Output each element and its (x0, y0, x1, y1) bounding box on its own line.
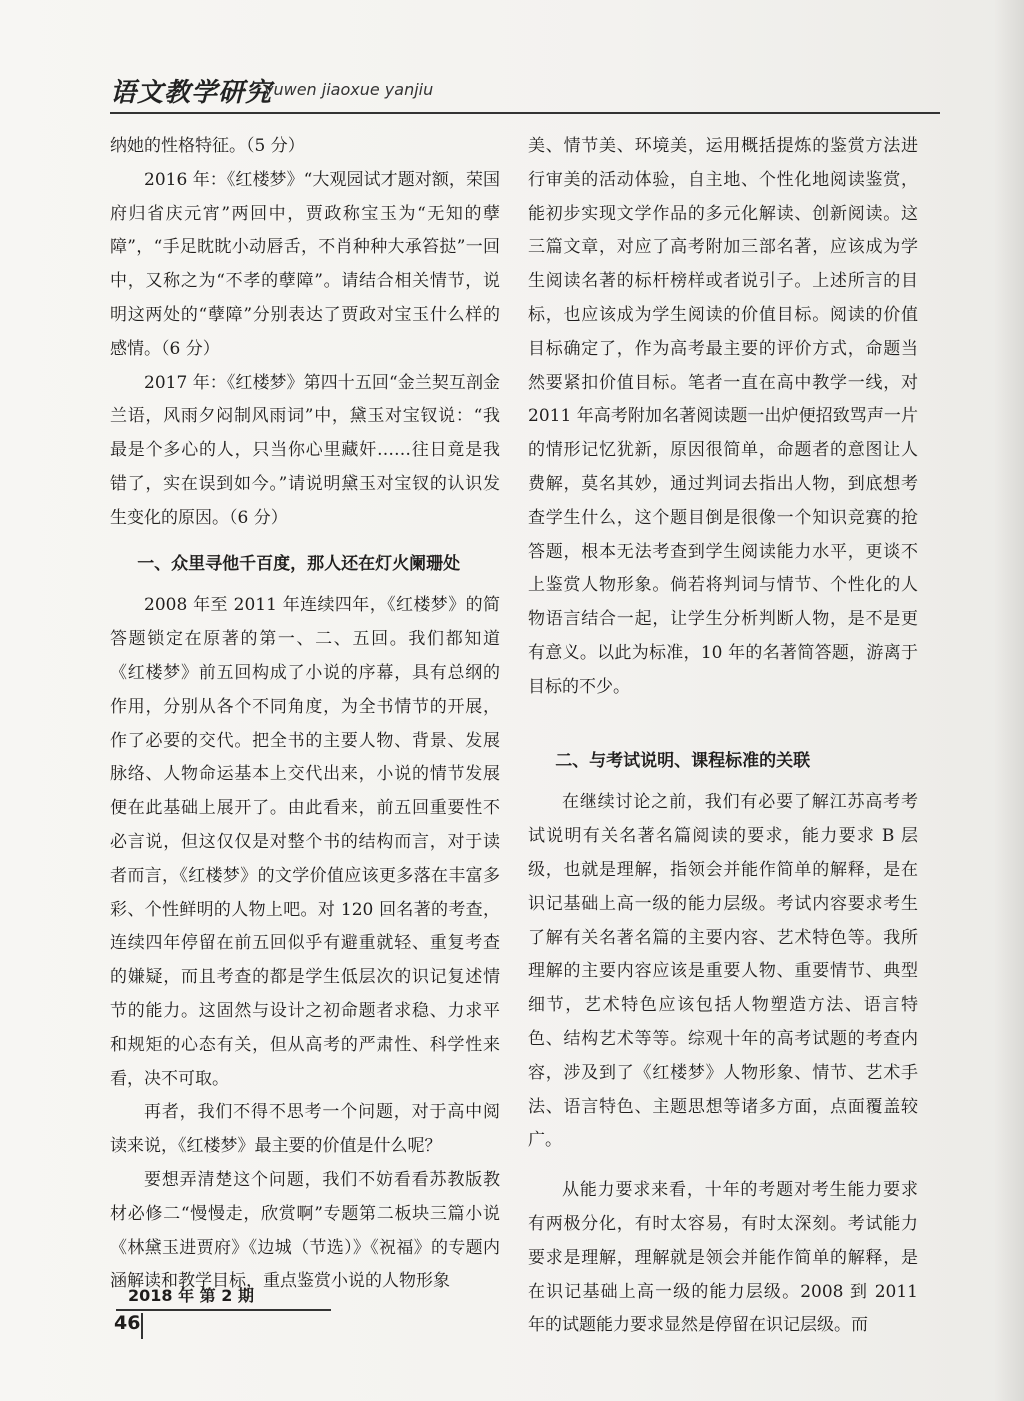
running-header (110, 72, 940, 112)
paragraph: 再者，我们不得不思考一个问题，对于高中阅读来说，《红楼梦》最主要的价值是什么呢？ (110, 1102, 500, 1157)
issue-label: 2018 年 第 2 期 (128, 1286, 254, 1305)
paragraph: 2008 年至 2011 年连续四年，《红楼梦》的简答题锁定在原著的第一、二、五回。我们都知道《红楼梦》前五回构成了小说的序幕，具有总纲的作用，分别从各个不同角度，为全书情节的开展，作了必要的交代。把全书的主要人物、背景、发展脉络、人物命运基本上交代出来，小说的情节发展便在此基础上展开了。由此看来，前五回重要性不必言说，但这仅仅是对整个书的结构而言，对于读者而言，《红楼梦》的文学价值应该更多落在丰富多彩、个性鲜明的人物上吧。对 120 回名著的考查，连续四年停留在前五回似乎有避重就轻、重复考查的嫌疑，而且考查的都是学生低层次的识记复述情节的能力。这固然与设计之初命题者求稳、力求平和规矩的心态有关，但从高考的严肃性、科学性来看，决不可取。 (110, 595, 500, 1089)
journal-title: 语文教学研究 (110, 78, 273, 108)
paragraph: 从能力要求来看，十年的考题对考生能力要求有两极分化，有时太容易，有时太深刻。考试能力要求是理解，理解就是领会并能作简单的解释，是在识记基础上高一级的能力层级。2008 到 2011 年的试题能力要求显然是停留在识记层级。而 (528, 1180, 918, 1336)
page-number-divider (141, 1313, 143, 1339)
paragraph: 在继续讨论之前，我们有必要了解江苏高考考试说明有关名著名篇阅读的要求，能力要求 B 层级，也就是理解，指领会并能作简单的解释，是在识记基础上高一级的能力层级。考试内容要求考生了解有关名著名篇的主要内容、艺术特色等。我所理解的主要内容应该是重要人物、重要情节、典型细节，艺术特色应该包括人物塑造方法、语言特色、结构艺术等等。综观十年的高考试题的考查内容，涉及到了《红楼梦》人物形象、情节、艺术手法、语言特色、主题思想等诸多方面，点面覆盖较广。 (528, 792, 918, 1151)
paragraph: 2017 年：《红楼梦》第四十五回“金兰契互剖金兰语，风雨夕闷制风雨词”中，黛玉对宝钗说：“我最是个多心的人，只当你心里藏奸……往日竟是我错了，实在误到如今。”请说明黛玉对宝钗的认识发生变化的原因。（6 分） (110, 372, 500, 528)
paragraph: 纳她的性格特征。（5 分） (110, 136, 305, 156)
footer-divider (116, 1309, 331, 1311)
right-column (528, 130, 918, 1343)
section-heading: 二、与考试说明、课程标准的关联 (555, 750, 811, 771)
journal-pinyin: yuwen jiaoxue yanjiu (264, 80, 434, 99)
header-divider (110, 112, 940, 114)
page-edge-shadow (994, 0, 1024, 1401)
left-column (110, 130, 500, 1299)
page-number: 46 (114, 1312, 141, 1334)
paragraph: 2016 年：《红楼梦》“大观园试才题对额，荣国府归省庆元宵”两回中，贾政称宝玉为“无知的孽障”，“手足眈眈小动唇舌，不肖种种大承笞挞”一回中，又称之为“不孝的孽障”。请结合相关情节，说明这两处的“孽障”分别表达了贾政对宝玉什么样的感情。（6 分） (110, 169, 500, 359)
section-heading: 一、众里寻他千百度，那人还在灯火阑珊处 (137, 553, 461, 574)
paragraph: 美、情节美、环境美，运用概括提炼的鉴赏方法进行审美的活动体验，自主地、个性化地阅读鉴赏，能初步实现文学作品的多元化解读、创新阅读。这三篇文章，对应了高考附加三部名著，应该成为学生阅读名著的标杆榜样或者说引子。上述所言的目标，也应该成为学生阅读的价值目标。阅读的价值目标确定了，作为高考最主要的评价方式，命题当然要紧扣价值目标。笔者一直在高中教学一线，对 2011 年高考附加名著阅读题一出炉便招致骂声一片的情形记忆犹新，原因很简单，命题者的意图让人费解，莫名其妙，通过判词去指出人物，到底想考查学生什么，这个题目倒是很像一个知识竞赛的抢答题，根本无法考查到学生阅读能力水平，更谈不上鉴赏人物形象。倘若将判词与情节、个性化的人物语言结合一起，让学生分析判断人物，是不是更有意义。以此为标准，10 年的名著简答题，游离于目标的不少。 (528, 136, 918, 697)
paragraph: 要想弄清楚这个问题，我们不妨看看苏教版教材必修二“慢慢走，欣赏啊”专题第二板块三篇小说《林黛玉进贾府》《边城（节选）》《祝福》的专题内涵解读和教学目标，重点鉴赏小说的人物形象 (110, 1169, 500, 1292)
